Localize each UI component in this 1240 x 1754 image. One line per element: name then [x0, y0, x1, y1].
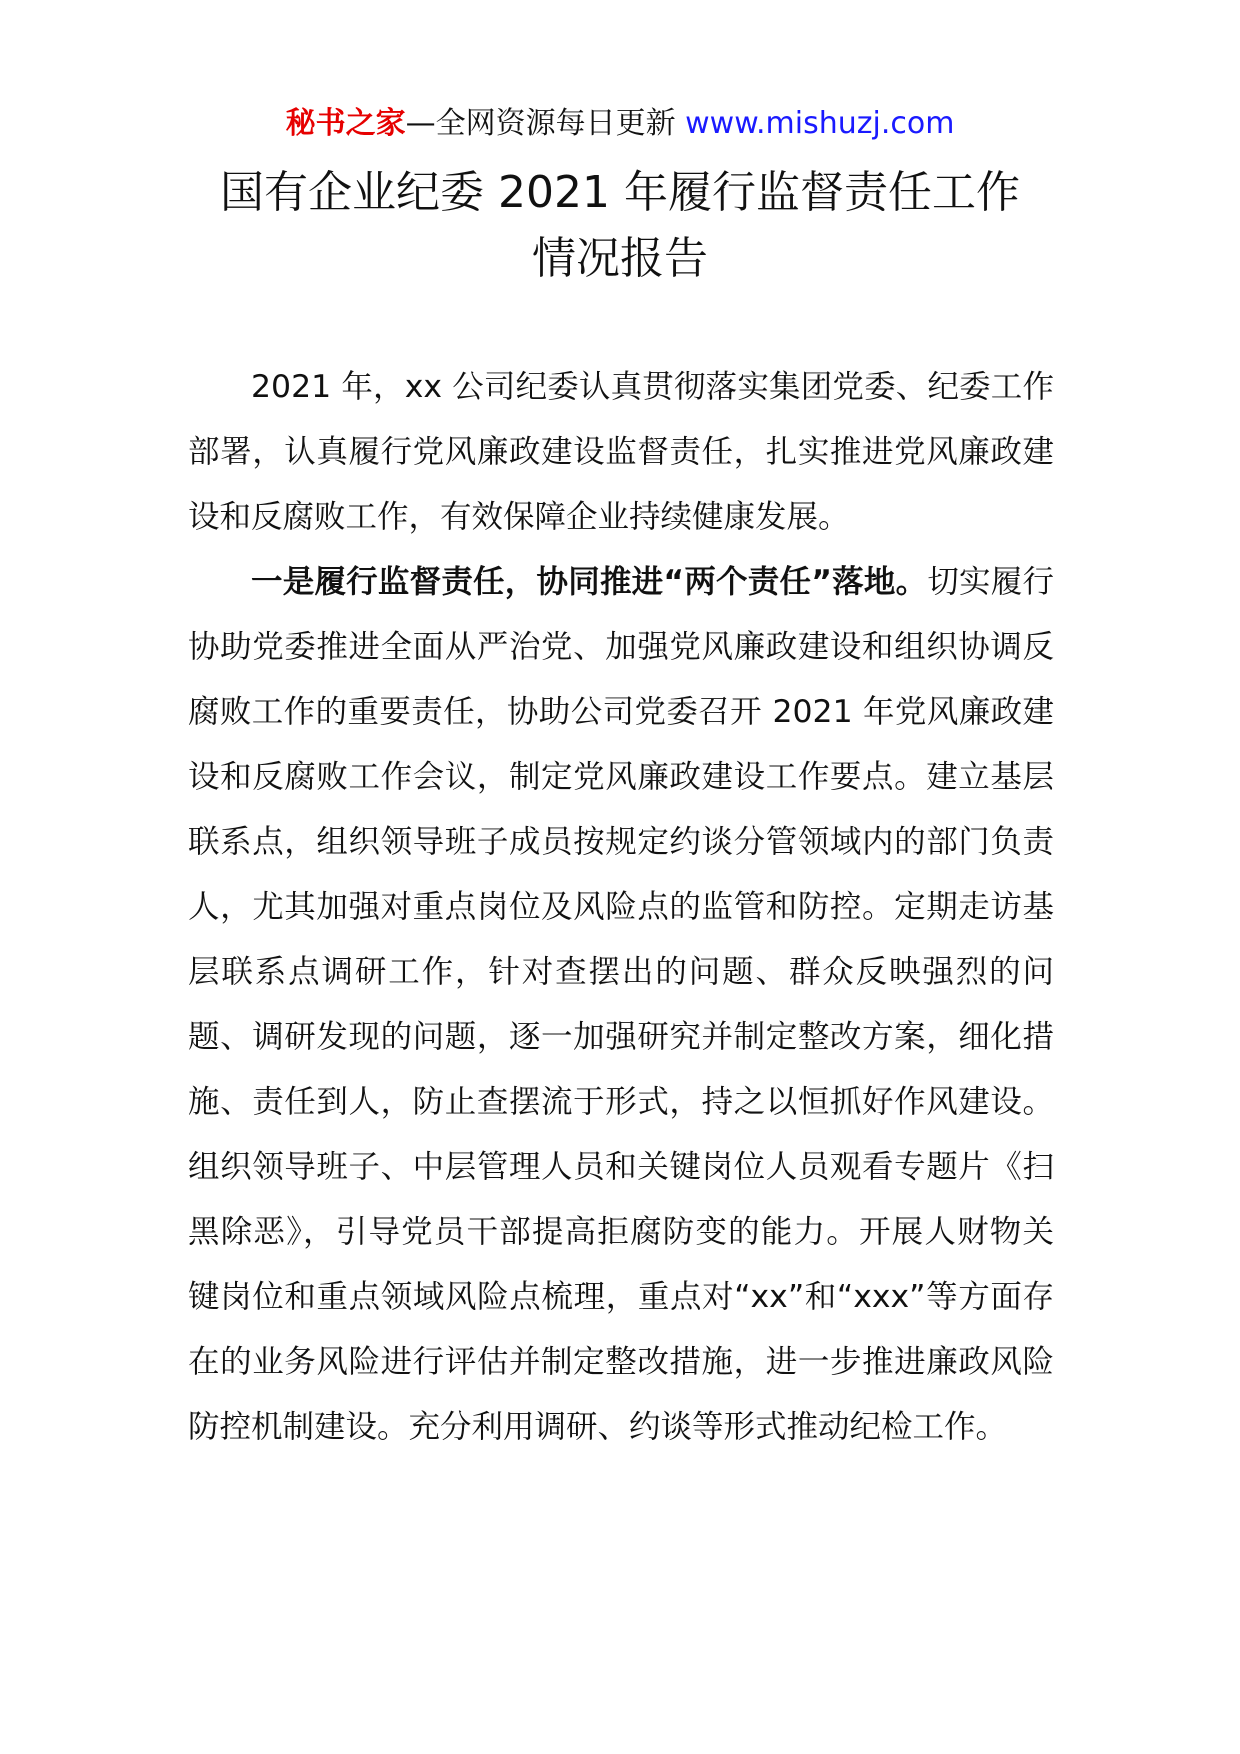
section-1-heading: 一是履行监督责任，协同推进“两个责任”落地。 [251, 564, 928, 600]
paragraph-section-1 [188, 550, 1054, 1460]
section-1-text: 切实履行协助党委推进全面从严治党、加强党风廉政建设和组织协调反腐败工作的重要责任，协助公司党委召开 2021 年党风廉政建设和反腐败工作会议，制定党风廉政建设工作要点。建立基层联系点，组织领导班子成员按规定约谈分管领域内的部门负责人，尤其加强对重点岗位及风险点的监管和防控。定期走访基层联系点调研工作，针对查摆出的问题、群众反映强烈的问题、调研发现的问题，逐一加强研究并制定整改方案，细化措施、责任到人，防止查摆流于形式，持之以恒抓好作风建设。组织领导班子、中层管理人员和关键岗位人员观看专题片《扫黑除恶》，引导党员干部提高拒腐防变的能力。开展人财物关键岗位和重点领域风险点梳理，重点对“xx”和“xxx”等方面存在的业务风险进行评估并制定整改措施，进一步推进廉政风险防控机制建设。充分利用调研、约谈等形式推动纪检工作。 [188, 564, 1054, 1445]
title-line-1: 国有企业纪委 2021 年履行监督责任工作 [220, 167, 1020, 218]
document-body [188, 355, 1054, 1460]
title-line-2: 情况报告 [532, 233, 708, 284]
paragraph-intro: 2021 年，xx 公司纪委认真贯彻落实集团党委、纪委工作部署，认真履行党风廉政建设监督责任，扎实推进党风廉政建设和反腐败工作，有效保障企业持续健康发展。 [188, 369, 1054, 535]
site-url-link[interactable]: www.mishuzj.com [685, 106, 955, 141]
brand-name: 秘书之家 [285, 106, 406, 141]
site-header [0, 104, 1240, 144]
header-tagline: —全网资源每日更新 [405, 106, 686, 141]
document-title [150, 160, 1090, 292]
